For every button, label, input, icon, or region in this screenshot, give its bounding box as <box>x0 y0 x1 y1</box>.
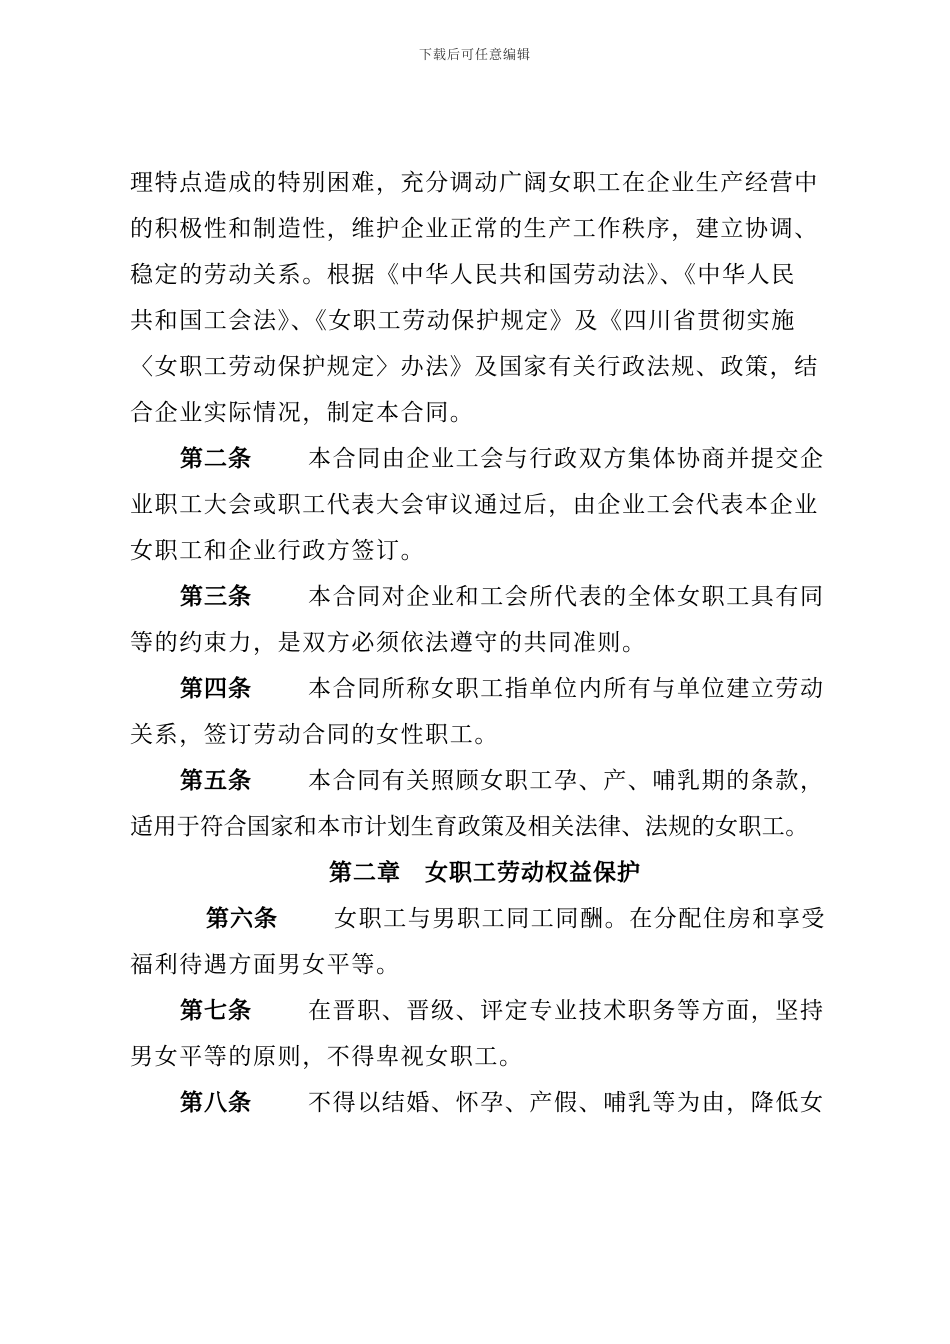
article-text: 本合同由企业工会与行政双方集体协商并提交企 <box>308 446 825 472</box>
document-body <box>130 160 840 1126</box>
article-4 <box>130 666 840 758</box>
article-text: 本合同对企业和工会所代表的全体女职工具有同 <box>308 584 825 610</box>
text-line: 女职工和企业行政方签订。 <box>130 538 426 564</box>
text-line <box>130 666 840 712</box>
text-line: 的积极性和制造性，维护企业正常的生产工作秩序，建立协调、 <box>130 216 819 242</box>
article-text: 不得以结婚、怀孕、产假、哺乳等为由，降低女 <box>308 1090 825 1116</box>
text-line: 适用于符合国家和本市计划生育政策及相关法律、法规的女职工。 <box>130 814 809 840</box>
article-label: 第七条 <box>180 998 252 1024</box>
text-line: 等的约束力，是双方必须依法遵守的共同准则。 <box>130 630 647 656</box>
chapter-heading <box>130 850 840 896</box>
text-line: 福利待遇方面男女平等。 <box>130 952 401 978</box>
text-line <box>130 896 840 942</box>
article-5 <box>130 758 840 850</box>
article-label: 第二条 <box>180 446 252 472</box>
text-line: 理特点造成的特别困难，充分调动广阔女职工在企业生产经营中 <box>130 170 819 196</box>
article-text: 在晋职、晋级、评定专业技术职务等方面，坚持 <box>308 998 825 1024</box>
text-line <box>130 1080 840 1126</box>
article-label: 第三条 <box>180 584 252 610</box>
article-label: 第六条 <box>206 906 278 932</box>
text-line <box>130 436 840 482</box>
chapter-number: 第二章 <box>329 860 401 886</box>
article-label: 第八条 <box>180 1090 252 1116</box>
article-label: 第五条 <box>180 768 252 794</box>
text-line: 〈女职工劳动保护规定〉办法》及国家有关行政法规、政策，结 <box>130 354 819 380</box>
article-7 <box>130 988 840 1080</box>
article-3 <box>130 574 840 666</box>
text-line: 业职工大会或职工代表大会审议通过后，由企业工会代表本企业 <box>130 492 819 518</box>
article-text: 本合同有关照顾女职工孕、产、哺乳期的条款， <box>308 768 825 794</box>
text-line <box>130 988 840 1034</box>
text-line <box>130 574 840 620</box>
chapter-title: 女职工劳动权益保护 <box>425 860 641 886</box>
article-6 <box>130 896 840 988</box>
page-header: 下载后可任意编辑 <box>418 48 531 63</box>
article-8 <box>130 1080 840 1126</box>
text-line: 稳定的劳动关系。根据《中华人民共和国劳动法》、《中华人民 <box>130 262 796 288</box>
article-text: 本合同所称女职工指单位内所有与单位建立劳动 <box>308 676 825 702</box>
text-line: 关系，签订劳动合同的女性职工。 <box>130 722 499 748</box>
article-text: 女职工与男职工同工同酬。在分配住房和享受 <box>334 906 826 932</box>
text-line: 男女平等的原则，不得卑视女职工。 <box>130 1044 524 1070</box>
text-line: 共和国工会法》、《女职工劳动保护规定》及《四川省贯彻实施 <box>130 308 796 334</box>
article-2 <box>130 436 840 574</box>
article-label: 第四条 <box>180 676 252 702</box>
text-line <box>130 758 840 804</box>
text-line: 合企业实际情况，制定本合同。 <box>130 400 475 426</box>
paragraph-intro <box>130 160 840 436</box>
